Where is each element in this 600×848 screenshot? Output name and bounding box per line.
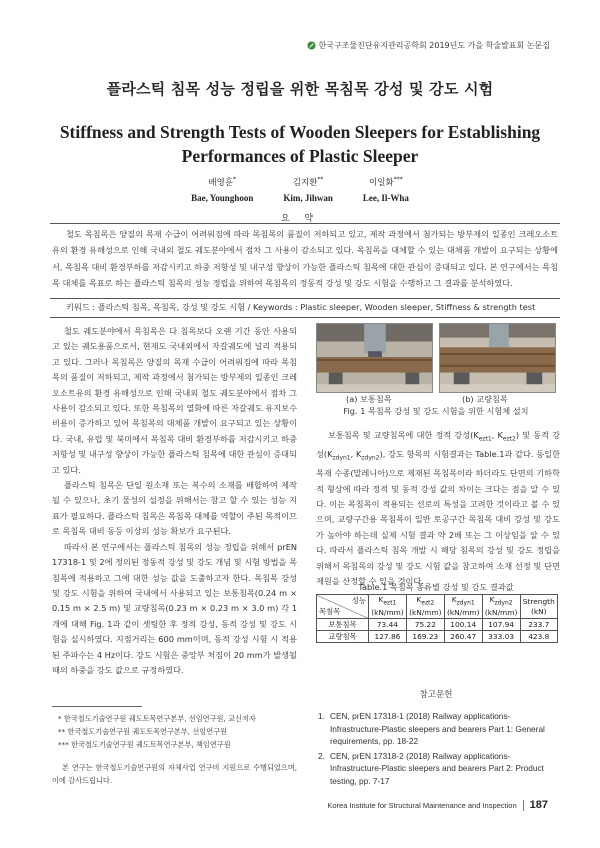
footnote: *** 한국철도기술연구원 궤도토목연구본부, 책임연구원: [58, 740, 231, 749]
table-cell: 333.03: [482, 631, 520, 643]
header-unit: (kN/mm): [484, 608, 518, 618]
results-table: [316, 594, 558, 643]
test-rig-photo: [317, 324, 432, 392]
title-korean: 플라스틱 침목 성능 정립을 위한 목침목 강성 및 강도 시험: [106, 80, 494, 98]
abstract-top-rule: [50, 223, 560, 224]
footnotes: [52, 712, 297, 787]
subcaption-b: (b) 교량침목: [462, 394, 508, 404]
header-symbol: K: [416, 595, 422, 604]
header-subscript: zdyn1: [456, 599, 475, 607]
abstract-bottom-rule: [50, 298, 560, 299]
table-caption: Table.1 목침목 종류별 강성 및 강도 결과값: [358, 582, 514, 592]
column-header: [406, 595, 444, 619]
right-column: [316, 428, 560, 589]
body-paragraph: 철도 궤도분야에서 목침목은 다 침목보다 오랜 기간 동안 사용되고 있는 궤도용품으로서, 현재도 국내외에서 자갈궤도에 널리 적용되고 있다. 그러나 목침목은 양질의 목재 수급이 어려워짐에 따라 목침목의 품질이 저하되고, 제작 과정에서 첨가되는 방부제의 일종인 크레오소트유의 환경 유해성으로 인해 국내외 철도 궤도분야에서 점차 그 사용이 감소되고 있다. 또한 목침목의 열화에 따른 자갈궤도 유지보수 비용이 증가하고 있어 목침목의 대체품 개발이 요구되고 있는 상황이다. 국내, 유럽 및 북미에서 목침목 대비 환경부하를 저감시키고 하중 저항성 및 내구성 향상이 가능한 플라스틱 침목에 대한 관심이 증대되고 있다.: [52, 326, 297, 475]
author-name-ko: 이일화: [369, 178, 394, 188]
photo-normal-sleeper-test: [316, 323, 433, 393]
author-name-en: Lee, Il-Wha: [362, 193, 409, 203]
table-cell: 127.86: [369, 631, 407, 643]
reference-item: [318, 750, 560, 788]
column-header: [369, 595, 407, 619]
figure-1: [316, 323, 556, 393]
photo-bridge-sleeper-test: [439, 323, 556, 393]
table-cell: 75.22: [406, 619, 444, 631]
left-column: [52, 324, 297, 678]
header-unit: (kN/mm): [446, 608, 480, 618]
table-row: [317, 619, 558, 631]
table-cell: 260.47: [444, 631, 482, 643]
table-cell: 73.44: [369, 619, 407, 631]
table-corner: [317, 595, 369, 619]
body-paragraph: 보통침목 및 교량침목에 대한 정적 강성($K_{ezt1}$, $K_{ezt2}$) 및 동적 강성($K_{zdyn1}$, $K_{zdyn2}$), 강도 항목의 시험결과는 Table.1과 같다. 동일한 목재 수종(말레니아)으로 제재된 목침목이라 하더라도 단면의 기하학적 형상에 따라 정적 및 동적 강성 값의 차이는 크다는 점을 알 수 있다. 이는 목침목이 적용되는 선로의 특성을 고려한 것이라고 볼 수 있으며, 교량구간용 목침목이 일반 토공구간 목침목 대비 강성 및 강도가 높아야 하는데 실제 시험 결과 약 2배 또는 그 이상임을 알 수 있다. 따라서 플라스틱 침목 개발 시 해당 침목의 강성 및 강도 정립을 위해서 목침목의 강성 및 강도 시험 값을 참고하여 소재 선정 및 단면 제원을 산정할 수 있을 것이다.: [316, 430, 561, 586]
header-subscript: zdyn2: [494, 599, 513, 607]
reference-number: 2.: [318, 750, 325, 761]
header-symbol: K: [489, 595, 495, 604]
keywords: 키워드 : 플라스틱 침목, 목침목, 강성 및 강도 시험 / Keywords : Plastic sleeper, Wooden sleeper, Stiffness & strength test: [66, 302, 536, 312]
reference-text: CEN, prEN 17318-2 (2018) Railway applications-Infrastructure-Plastic sleepers and bearers Part 2: Product testing, pp. 7-17: [330, 750, 544, 786]
table-header-row: [317, 595, 558, 619]
column-header: [520, 595, 557, 619]
title-english: Stiffness and Strength Tests of Wooden Sleepers for Establishing Performances of Plastic Sleeper: [59, 122, 541, 166]
author-list: [0, 176, 600, 203]
author: [363, 176, 409, 203]
author-name-en: Kim, Jihwan: [283, 193, 333, 203]
author: [283, 176, 333, 203]
author-name-en: Bae, Younghoon: [191, 193, 254, 203]
author-name-ko: 김지환: [292, 178, 318, 188]
abstract-text: 철도 목침목은 양질의 목재 수급이 어려워짐에 따라 목침목의 품질이 저하되고 있고, 제작 과정에서 첨가되는 방부제의 일종인 크레오소트유의 환경 유해성으로 인해 국내외 철도 궤도분야에서 점차 그 사용이 감소되고 있다. 목침목을 대체할 수 있는 대체품 개발이 요구되는 상황에서, 목침목 대비 환경부하를 저감시키고 하중 저항성 및 내구성 향상이 가능한 플라스틱 침목에 대한 관심이 증대되고 있다. 본 연구에서는 목침목 대체를 목표로 하는 플라스틱 침목의 성능 정립을 위하여 목침목의 정동적 강성 및 강도 시험을 수행하고 그 결과를 분석하였다.: [52, 229, 558, 289]
table-row: [317, 631, 558, 643]
table-cell: 107.94: [482, 619, 520, 631]
author-name-ko: 배영훈: [208, 178, 234, 188]
reference-number: 1.: [318, 711, 325, 721]
table-cell: 233.7: [520, 619, 557, 631]
footnote: ** 한국철도기술연구원 궤도토목연구본부, 선임연구원: [58, 727, 228, 736]
column-header: [482, 595, 520, 619]
footnote-rule: [52, 706, 142, 707]
header-unit: (kN/mm): [409, 608, 442, 618]
leaf-icon: [307, 41, 316, 50]
body-paragraph: 플라스틱 침목은 단일 원소재 또는 복수의 소재를 배합하여 제작될 수 있으나, 초기 물성의 설정을 위해서는 참고 할 수 있는 성능 지표가 필요하다. 플라스틱 침목은 목침목 대체를 역할이 주된 목적이므로 목침목 대비 동등 이상의 성능 확보가 요구된다.: [52, 480, 297, 537]
header-symbol: K: [378, 595, 384, 604]
page-footer: [327, 799, 548, 811]
table-cell: 100.14: [444, 619, 482, 631]
row-label: 교량침목: [317, 631, 369, 643]
test-rig-photo: [440, 324, 555, 392]
footnote: * 한국철도기술연구원 궤도토목연구본부, 선임연구원, 교신저자: [58, 714, 256, 723]
header-subscript: ezt1: [383, 599, 397, 607]
subcaption-a: (a) 보통침목: [346, 394, 392, 404]
figure-caption: Fig. 1 목침목 강성 및 강도 시험을 위한 시험체 설치: [343, 406, 529, 416]
page-number: 187: [529, 799, 548, 811]
table-cell: 423.8: [520, 631, 557, 643]
author-mark: **: [317, 176, 324, 184]
reference-list: [318, 710, 560, 789]
column-header: [444, 595, 482, 619]
footer-separator: [523, 800, 524, 811]
body-paragraph: 따라서 본 연구에서는 플라스틱 침목의 성능 정립을 위해서 prEN 17318-1 및 2에 정의된 정동적 강성 및 강도 개념 및 시험 방법을 목침목에 적용하고 그에 대한 성능 값을 도출하고자 한다. 목침목 강성 및 강도 시험을 위하여 국내에서 사용되고 있는 보통침목(0.24 m × 0.15 m × 2.5 m) 및 교량침목(0.23 m × 0.23 m × 3.0 m) 각 1개에 대해 Fig. 1과 같이 셋팅한 후 정적 강성, 동적 강성 및 강도 시험을 실시하였다. 지점거리는 600 mm이며, 동적 강성 시험 시 적용된 주파수는 4 Hz이다. 강도 시험은 중앙부 처짐이 20 mm가 발생될 때의 하중을 강도 값으로 규정하였다.: [52, 541, 297, 675]
table-cell: 169.23: [406, 631, 444, 643]
author-mark: *: [233, 176, 237, 184]
acknowledgement: 본 연구는 한국철도기술연구원의 자체사업 연구비 지원으로 수행되었으며, 이에 감사드립니다.: [52, 763, 297, 785]
corner-top-label: 성능: [351, 596, 366, 605]
header-subscript: ezt2: [421, 599, 435, 607]
keywords-rule: [50, 317, 560, 318]
header-symbol: K: [451, 595, 457, 604]
header-unit: (kN): [530, 606, 547, 616]
author: [191, 176, 253, 203]
row-label: 보통침목: [317, 619, 369, 631]
running-head: [307, 40, 550, 51]
reference-item: [318, 710, 560, 748]
author-mark: ***: [393, 176, 403, 184]
reference-text: CEN, prEN 17318-1 (2018) Railway applications-Infrastructure-Plastic sleepers and bearers Part 1: General requirements, pp. 18-22: [330, 711, 545, 746]
running-head-text: 한국구조물진단유지관리공학회 2019년도 가을 학술발표회 논문집: [318, 41, 550, 50]
header-symbol: Strength: [522, 596, 555, 606]
header-unit: (kN/mm): [371, 608, 404, 618]
references-heading: 참고문헌: [419, 690, 453, 700]
corner-bottom-label: 목침목: [319, 607, 341, 617]
footer-publisher: Korea Institute for Structural Maintenance and Inspection: [327, 800, 517, 810]
abstract-heading: 요 약: [280, 214, 320, 224]
